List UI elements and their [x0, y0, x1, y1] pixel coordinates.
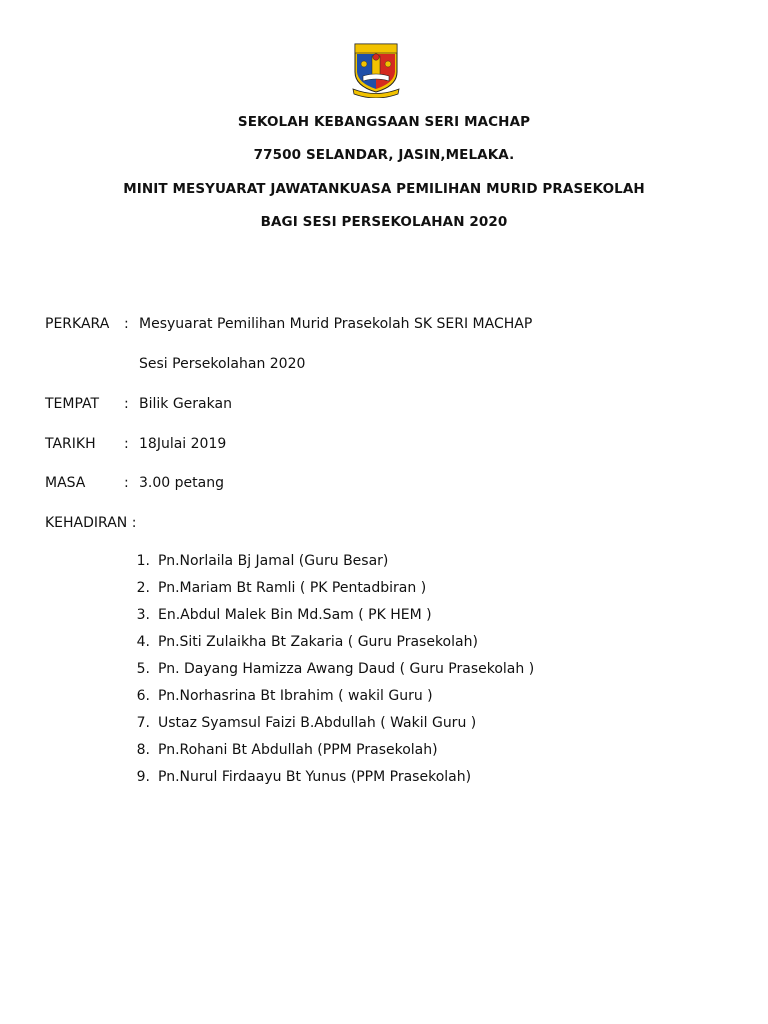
crest-left-ornament: [361, 61, 367, 67]
attendee-name: Pn.Norhasrina Bt Ibrahim ( wakil Guru ): [158, 688, 433, 704]
attendee-name: Pn.Siti Zulaikha Bt Zakaria ( Guru Prasekolah): [158, 634, 478, 650]
list-item-number: 2.: [136, 580, 150, 596]
school-crest-logo: [352, 42, 400, 98]
attendee-name: Pn.Rohani Bt Abdullah (PPM Prasekolah): [158, 742, 438, 758]
tempat-colon: :: [124, 396, 129, 412]
document-title: MINIT MESYUARAT JAWATANKUASA PEMILIHAN MURID PRASEKOLAH: [123, 181, 645, 197]
tarikh-label: TARIKH: [45, 436, 96, 452]
masa-label: MASA: [45, 475, 86, 491]
list-item-number: 7.: [136, 715, 150, 731]
list-item-number: 6.: [136, 688, 150, 704]
list-item-number: 1.: [136, 553, 150, 569]
school-name: SEKOLAH KEBANGSAAN SERI MACHAP: [237, 114, 531, 130]
attendee-name: Ustaz Syamsul Faizi B.Abdullah ( Wakil Guru ): [158, 715, 477, 731]
list-item-number: 8.: [136, 742, 150, 758]
attendee-name: Pn.Nurul Firdaayu Bt Yunus (PPM Prasekolah): [158, 769, 472, 785]
attendee-name: Pn. Dayang Hamizza Awang Daud ( Guru Prasekolah ): [158, 661, 535, 677]
masa-colon: :: [124, 475, 129, 491]
tempat-value: Bilik Gerakan: [139, 396, 232, 412]
attendee-name: Pn.Norlaila Bj Jamal (Guru Besar): [158, 553, 389, 569]
list-item-number: 5.: [136, 661, 150, 677]
attendee-name: Pn.Mariam Bt Ramli ( PK Pentadbiran ): [158, 580, 427, 596]
perkara-value-continued: Sesi Persekolahan 2020: [139, 356, 306, 372]
crest-right-ornament: [385, 61, 391, 67]
list-item-number: 4.: [136, 634, 150, 650]
perkara-value: Mesyuarat Pemilihan Murid Prasekolah SK SERI MACHAP: [139, 316, 533, 332]
masa-value: 3.00 petang: [139, 475, 224, 491]
tempat-label: TEMPAT: [45, 396, 100, 412]
attendee-name: En.Abdul Malek Bin Md.Sam ( PK HEM ): [158, 607, 432, 623]
tarikh-value: 18Julai 2019: [139, 436, 227, 452]
crest-top-band: [355, 44, 397, 53]
list-item-number: 9.: [136, 769, 150, 785]
session-title: BAGI SESI PERSEKOLAHAN 2020: [260, 214, 508, 230]
crest-flame: [373, 54, 379, 60]
list-item-number: 3.: [136, 607, 150, 623]
perkara-label: PERKARA: [45, 316, 110, 332]
tarikh-colon: :: [124, 436, 129, 452]
perkara-colon: :: [124, 316, 129, 332]
school-address: 77500 SELANDAR, JASIN,MELAKA.: [253, 147, 515, 163]
kehadiran-label: KEHADIRAN :: [45, 515, 137, 531]
